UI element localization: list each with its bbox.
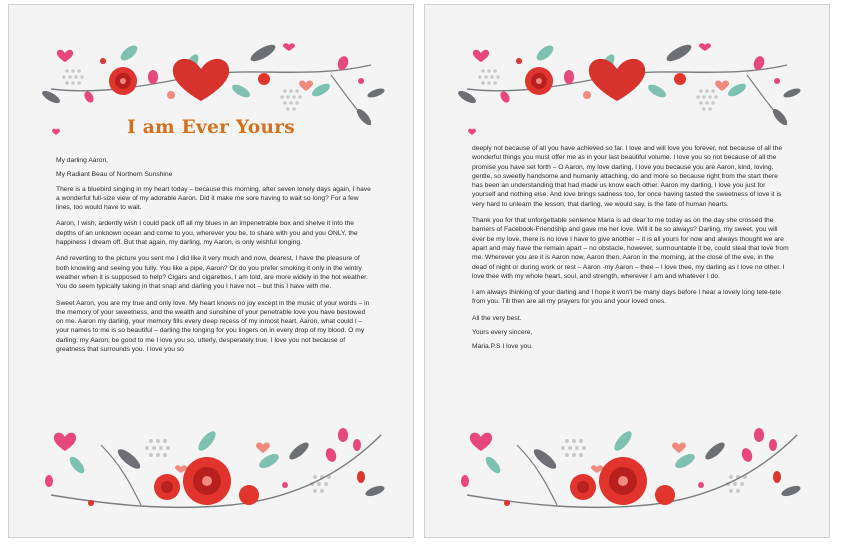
salutation: My darling Aaron, <box>56 157 109 164</box>
paragraph: I am always thinking of your darling and I hope it won't be many days before I hear a lovely long tete-tete from you. Till then are all my prayers for you and your loved ones. <box>472 289 782 306</box>
floral-footer-decoration <box>31 415 393 531</box>
floral-header-decoration <box>447 35 809 143</box>
letter-body-page-1 <box>56 156 374 361</box>
paragraph: Aaron, I wish, ardently wish I could pack off all my blues in an impenetrable box and shelve it into the depths of an unknown ocean and come to you, wherever you be, to share with you and you ONLY, the happiness I dream off. But that again, my darling, my Aaron, is only wishful longing. <box>56 220 358 247</box>
floral-footer-decoration <box>447 415 809 531</box>
closing-line: All the very best. <box>472 314 522 322</box>
sign-off: Yours every sincere, <box>472 329 533 337</box>
signature: Maria.P.S I love you. <box>472 343 533 351</box>
letter-body-page-2 <box>472 144 790 357</box>
paragraph: There is a bluebird singing in my heart today – because this morning, after seven lonely days again, I have a wonderful full-size view of my adorable Aaron. Did it make me sore having to wait so long? For a few lines, too would have to wait. <box>56 185 371 212</box>
letter-page-2 <box>424 4 830 538</box>
letter-title: I am Ever Yours <box>127 117 295 138</box>
paragraph: Sweet Aaron, you are my true and only love. My heart knows no joy except in the music of your words – in the memory of your sweetness, and the wealth and sunshine of your penetrable love you have bestowed on me. Aaron my darling, your memory fills every deep recess of my inmost heart. Aaron, what could I – your names to me is so beautiful – darling the longing for you lingers on in every drop of my blood. O my darling: my Aaron, be good to me I love you so, utterly, desperately true. I love you not because of greatness that surrounds you. I love you so <box>56 299 370 354</box>
paragraph: deeply not because of all you have achieved so far. I love and will love you forever, not because of all the wonderful things you must offer me as in your last beautiful volume. I love you so not because of all the promise you have set forth – O Aaron, my love darling, I love you because you are Aaron, kind, loving, gentle, so sweetly handsome and humanly attaching, do and more so because right from the start there has been an understanding that had made us know each other. Aaron my darling, I love you just for yourself and nothing else. And love brings sadness too, for once having tasted the sweetness of love it is very hard to unlearn the lesson, that darling, we would say, is the fate of human hearts. <box>472 145 783 208</box>
paragraph: Thank you for that unforgettable sentence Maria is ad dear to me today as on the day she crossed the barriers of Facebook-Friendship and gave me her love. Will it be so always? Darling, my sweet, you will ever be my love, there is no love I have to give another – it is all yours for now and always thought we are apart and may have the remain apart – no obstacle, however, surmountable it be, could steal that love from me. Wherever you are it is Aaron now, Aaron then, Aaron in the morning, at the close of the eve, in the dead of night or during work or rest – Aaron -my Aaron – thee – I love thee, my darling as I love no other. I love thee with my whole heart, soul, and strength, wherever I am and whatever I do. <box>472 217 789 280</box>
subtitle-line: My Radiant Beau of Northern Sunshine <box>56 171 173 179</box>
letter-page-1 <box>8 4 414 538</box>
paragraph: And reverting to the picture you sent me I did like it very much and now, dearest, I have the pleasure of both knowing and seeing you fully. You like a pipe, Aaron? Or do you prefer smoking it only in the wintry weather when it is supposed to help? Cigars and cigarettes, I am told, are more widely in the hot weather. You do seem typically taking in that snap and darling you I have not – but this I have with me. <box>56 255 368 291</box>
